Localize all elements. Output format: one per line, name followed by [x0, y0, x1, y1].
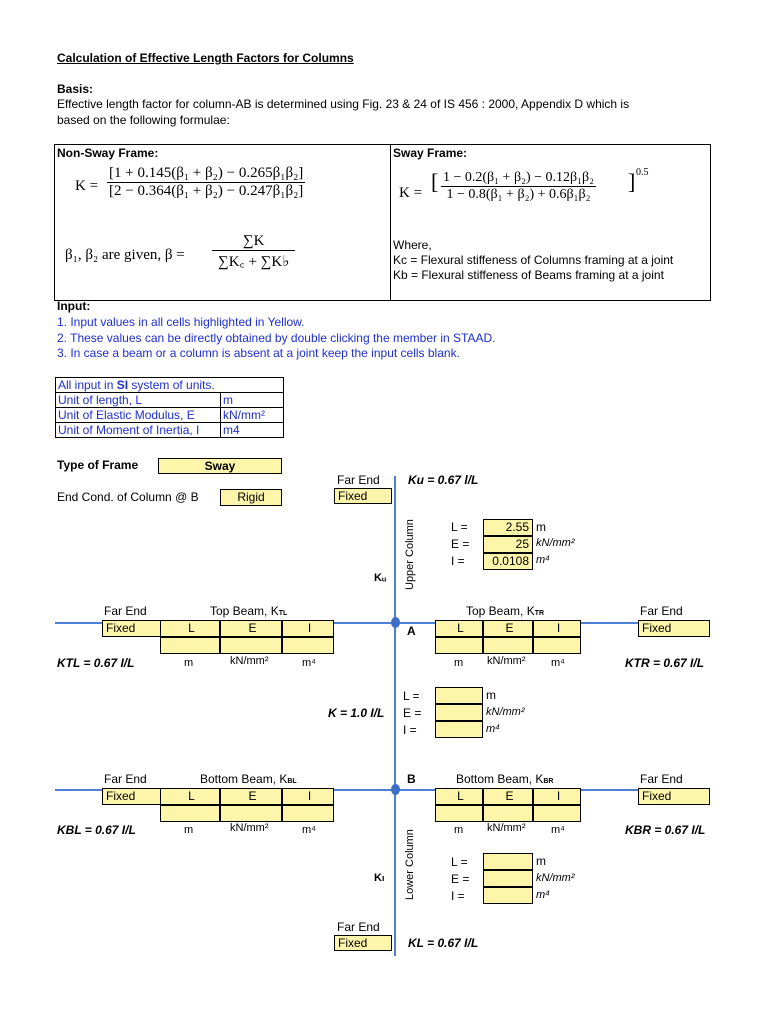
top-left-i-unit: m⁴: [302, 657, 316, 669]
non-sway-formula: [107, 165, 305, 200]
units-table: [55, 377, 284, 438]
lower-e-label: E =: [451, 872, 470, 886]
joint-a-label: A: [407, 624, 416, 638]
joint-b-node: [391, 784, 400, 795]
non-sway-denominator: [2 − 0.364(β₁ + β₂) − 0.247β₁β₂]: [109, 183, 304, 199]
upper-k-formula: Ku = 0.67 l/L: [408, 473, 479, 487]
lower-far-end-input[interactable]: Fixed: [334, 935, 392, 951]
bottom-right-i-unit: m⁴: [551, 824, 565, 836]
bottom-left-beam-title: [200, 772, 297, 786]
upper-k-symbol: Kᵤ: [374, 572, 386, 584]
type-of-frame-input[interactable]: Sway: [158, 458, 282, 474]
sway-formula-box: [390, 144, 711, 301]
column-ab-l-unit: m: [486, 688, 496, 702]
bottom-left-e-unit: kN/mm²: [230, 822, 269, 834]
lower-l-unit: m: [536, 854, 546, 868]
input-note-1: 1. Input values in all cells highlighted in Yellow.: [57, 315, 305, 329]
bottom-left-far-end-label: Far End: [104, 772, 147, 786]
top-left-k-formula: KTL = 0.67 I/L: [57, 656, 135, 670]
column-ab-l-label: L =: [403, 689, 420, 703]
bottom-right-l-header: L: [435, 788, 483, 805]
bottom-left-beam-subscript: BL: [287, 778, 297, 785]
top-left-e-unit: kN/mm²: [230, 655, 269, 667]
upper-e-input[interactable]: 25: [483, 536, 533, 553]
column-ab-i-input[interactable]: [435, 721, 483, 738]
bottom-left-i-header: I: [282, 788, 334, 805]
top-right-k-formula: KTR = 0.67 I/L: [625, 656, 705, 670]
sway-title: Sway Frame:: [393, 146, 468, 160]
end-condition-input[interactable]: Rigid: [220, 489, 282, 506]
non-sway-title: Non-Sway Frame:: [57, 146, 159, 160]
top-left-beam-title: [210, 604, 287, 618]
sway-numerator: 1 − 0.2(β₁ + β₂) − 0.12β₁β₂: [443, 170, 595, 185]
upper-l-input[interactable]: 2.55: [483, 519, 533, 536]
units-row: [56, 408, 284, 423]
beta-numerator: ∑K: [212, 233, 295, 251]
top-right-l-unit: m: [454, 657, 464, 669]
top-left-beam-subscript: TL: [278, 610, 288, 617]
top-left-beam-title-text: Top Beam, K: [210, 604, 279, 618]
units-row-value: m4: [221, 423, 284, 438]
bottom-left-l-unit: m: [184, 824, 194, 836]
input-heading: Input:: [57, 299, 91, 313]
lower-far-end-label: Far End: [337, 920, 380, 934]
kb-definition: Kb = Flexural stiffeness of Beams framing at a joint: [393, 268, 664, 282]
column-line: [394, 476, 396, 956]
bottom-left-e-header: E: [220, 788, 282, 805]
bottom-right-beam-title: [456, 772, 554, 786]
top-right-e-input[interactable]: [483, 637, 533, 654]
top-left-far-end-label: Far End: [104, 604, 147, 618]
top-right-i-header: I: [533, 620, 581, 637]
top-right-l-header: L: [435, 620, 483, 637]
non-sway-formula-box: [54, 144, 391, 301]
lower-e-input[interactable]: [483, 870, 533, 887]
units-header-si: SI: [116, 378, 129, 392]
upper-e-label: E =: [451, 537, 470, 551]
beta-formula: [212, 233, 295, 271]
input-note-2: 2. These values can be directly obtained by double clicking the member in STAAD.: [57, 331, 496, 345]
bottom-left-e-input[interactable]: [220, 805, 282, 822]
upper-l-label: L =: [451, 520, 468, 534]
lower-k-formula: KL = 0.67 I/L: [408, 936, 479, 950]
column-ab-e-unit: kN/mm²: [486, 706, 525, 718]
bottom-right-l-unit: m: [454, 824, 464, 836]
joint-b-label: B: [407, 772, 416, 786]
top-left-l-input[interactable]: [160, 637, 220, 654]
top-right-far-end-input[interactable]: Fixed: [638, 620, 710, 637]
units-row-label: Unit of Elastic Modulus, E: [56, 408, 221, 423]
top-right-l-input[interactable]: [435, 637, 483, 654]
page-title: Calculation of Effective Length Factors for Columns: [57, 51, 354, 65]
type-of-frame-label: Type of Frame: [57, 458, 139, 472]
bottom-right-e-header: E: [483, 788, 533, 805]
units-row: [56, 423, 284, 438]
lower-column-label: Lower Column: [404, 829, 416, 900]
top-right-beam-title-text: Top Beam, K: [466, 604, 535, 618]
bottom-left-beam-title-text: Bottom Beam, K: [200, 772, 288, 786]
bottom-left-k-formula: KBL = 0.67 I/L: [57, 823, 136, 837]
bottom-right-e-unit: kN/mm²: [487, 822, 526, 834]
non-sway-numerator: [1 + 0.145(β₁ + β₂) − 0.265β₁β₂]: [109, 165, 304, 181]
bottom-left-i-input[interactable]: [282, 805, 334, 822]
units-row-value: kN/mm²: [221, 408, 284, 423]
top-right-e-header: E: [483, 620, 533, 637]
sway-exponent: 0.5: [636, 167, 649, 178]
upper-e-unit: kN/mm²: [536, 537, 575, 549]
basis-line-2: based on the following formulae:: [57, 113, 230, 127]
sway-formula: [441, 170, 596, 203]
sway-k-label: K =: [399, 185, 423, 201]
sway-bracket-right: ]: [628, 169, 636, 194]
lower-i-unit: m⁴: [536, 889, 550, 901]
top-right-i-unit: m⁴: [551, 657, 565, 669]
column-ab-i-label: I =: [403, 723, 417, 737]
units-row: [56, 393, 284, 408]
upper-far-end-input[interactable]: Fixed: [334, 488, 392, 504]
basis-line-1: Effective length factor for column-AB is determined using Fig. 23 & 24 of IS 456 : 2000, Appendix D which is: [57, 97, 630, 111]
units-header-pre: All input in: [58, 378, 117, 392]
lower-l-label: L =: [451, 855, 468, 869]
bottom-right-far-end-label: Far End: [640, 772, 683, 786]
where-label: Where,: [393, 238, 432, 252]
units-row-label: Unit of Moment of Inertia, I: [56, 423, 221, 438]
upper-i-label: I =: [451, 554, 465, 568]
top-left-far-end-input[interactable]: Fixed: [102, 620, 162, 637]
bottom-left-far-end-input[interactable]: Fixed: [102, 788, 162, 805]
bottom-right-i-input[interactable]: [533, 805, 581, 822]
end-condition-label: End Cond. of Column @ B: [57, 490, 199, 504]
column-ab-i-unit: m⁴: [486, 723, 500, 735]
top-left-l-header: L: [160, 620, 220, 637]
bottom-right-far-end-input[interactable]: Fixed: [638, 788, 710, 805]
bottom-right-e-input[interactable]: [483, 805, 533, 822]
column-ab-e-input[interactable]: [435, 704, 483, 721]
units-row-label: Unit of length, L: [56, 393, 221, 408]
units-header-row: [56, 378, 284, 393]
sway-denominator: 1 − 0.8(β₁ + β₂) + 0.6β₁β₂: [446, 187, 591, 202]
bottom-right-k-formula: KBR = 0.67 I/L: [625, 823, 706, 837]
beta-text: β₁, β₂ are given, β =: [65, 247, 185, 263]
non-sway-k-label: K =: [75, 178, 99, 194]
top-left-i-input[interactable]: [282, 637, 334, 654]
lower-i-input[interactable]: [483, 887, 533, 904]
top-left-i-header: I: [282, 620, 334, 637]
sway-bracket-left: [: [431, 169, 439, 194]
top-left-l-unit: m: [184, 657, 194, 669]
units-header: [56, 378, 284, 393]
top-right-beam-title: [466, 604, 544, 618]
top-right-beam-subscript: TR: [534, 610, 545, 617]
bottom-right-beam-title-text: Bottom Beam, K: [456, 772, 544, 786]
bottom-right-beam-subscript: BR: [543, 778, 554, 785]
top-left-e-header: E: [220, 620, 282, 637]
bottom-left-i-unit: m⁴: [302, 824, 316, 836]
beta-denominator: ∑K꜀ + ∑K♭: [218, 254, 290, 270]
bottom-right-i-header: I: [533, 788, 581, 805]
lower-l-input[interactable]: [483, 853, 533, 870]
upper-i-input[interactable]: 0.0108: [483, 553, 533, 570]
units-header-post: system of units.: [128, 378, 215, 392]
bottom-left-l-input[interactable]: [160, 805, 220, 822]
input-note-3: 3. In case a beam or a column is absent at a joint keep the input cells blank.: [57, 346, 460, 360]
column-ab-k-formula: K = 1.0 I/L: [328, 706, 385, 720]
top-right-i-input[interactable]: [533, 637, 581, 654]
kc-definition: Kc = Flexural stiffeness of Columns framing at a joint: [393, 253, 674, 267]
bottom-right-l-input[interactable]: [435, 805, 483, 822]
joint-a-node: [391, 617, 400, 628]
units-row-value: m: [221, 393, 284, 408]
lower-k-symbol: Kₗ: [374, 872, 385, 884]
basis-heading: Basis:: [57, 82, 94, 96]
top-right-far-end-label: Far End: [640, 604, 683, 618]
bottom-left-l-header: L: [160, 788, 220, 805]
column-ab-e-label: E =: [403, 706, 422, 720]
upper-column-label: Upper Column: [404, 519, 416, 590]
upper-l-unit: m: [536, 520, 546, 534]
lower-i-label: I =: [451, 889, 465, 903]
lower-e-unit: kN/mm²: [536, 872, 575, 884]
upper-far-end-label: Far End: [337, 473, 380, 487]
column-ab-l-input[interactable]: [435, 687, 483, 704]
top-left-e-input[interactable]: [220, 637, 282, 654]
top-right-e-unit: kN/mm²: [487, 655, 526, 667]
upper-i-unit: m⁴: [536, 554, 550, 566]
